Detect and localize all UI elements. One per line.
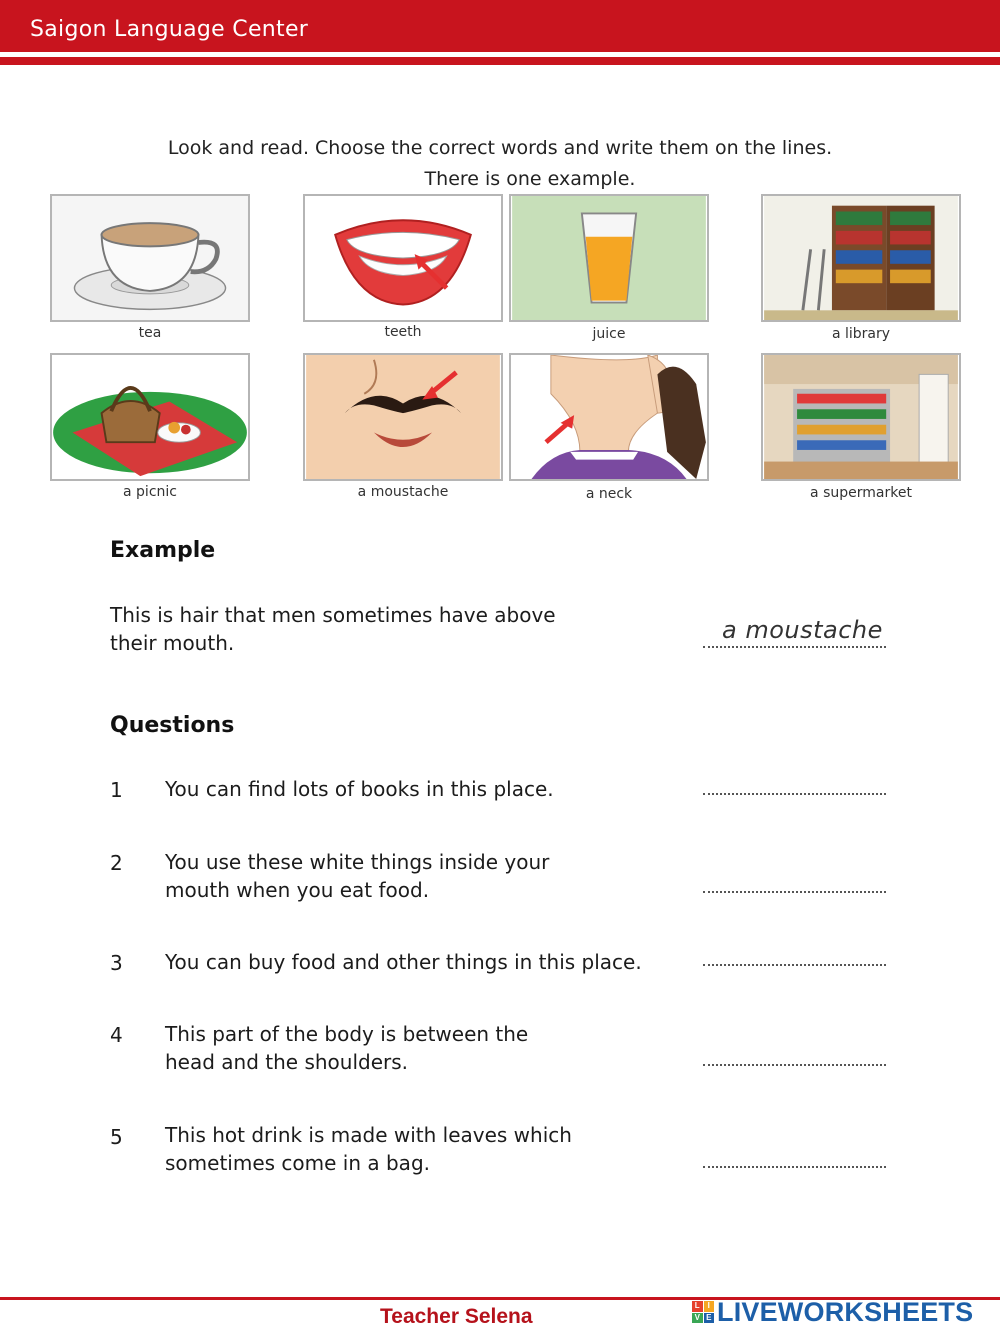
library-icon bbox=[761, 194, 961, 322]
juice-icon bbox=[509, 194, 709, 322]
question-line: sometimes come in a bag. bbox=[165, 1151, 430, 1175]
neck-icon bbox=[509, 353, 709, 481]
question-4-text bbox=[165, 1020, 528, 1076]
caption-supermarket: a supermarket bbox=[810, 485, 912, 501]
question-number: 1 bbox=[110, 778, 123, 802]
logo-letter: V bbox=[692, 1313, 703, 1324]
instructions bbox=[0, 133, 1000, 195]
logo-letter: I bbox=[704, 1301, 715, 1312]
question-5-text bbox=[165, 1121, 572, 1177]
questions-heading: Questions bbox=[110, 713, 235, 738]
question-line: This hot drink is made with leaves which bbox=[165, 1123, 572, 1147]
caption-tea: tea bbox=[138, 325, 162, 341]
logo-letter: L bbox=[692, 1301, 703, 1312]
example-answer: a moustache bbox=[722, 616, 883, 644]
question-line: mouth when you eat food. bbox=[165, 878, 430, 902]
caption-moustache: a moustache bbox=[357, 484, 449, 500]
caption-picnic: a picnic bbox=[123, 484, 177, 500]
question-number: 5 bbox=[110, 1125, 123, 1149]
example-line-2: their mouth. bbox=[110, 631, 235, 655]
header-divider bbox=[0, 57, 1000, 65]
caption-neck: a neck bbox=[585, 486, 633, 502]
instructions-line-1: Look and read. Choose the correct words and write them on the lines. bbox=[167, 137, 833, 159]
liveworksheets-logo[interactable] bbox=[692, 1297, 973, 1327]
question-3-text bbox=[165, 948, 642, 976]
instructions-line-2: There is one example. bbox=[424, 168, 636, 190]
example-heading: Example bbox=[110, 538, 216, 563]
logo-letter: E bbox=[704, 1313, 715, 1324]
answer-line-3[interactable] bbox=[703, 964, 886, 966]
question-line: You can buy food and other things in this place. bbox=[165, 950, 642, 974]
question-number: 3 bbox=[110, 951, 123, 975]
logo-text: LIVEWORKSHEETS bbox=[717, 1296, 974, 1327]
question-line: You can find lots of books in this place. bbox=[165, 777, 554, 801]
question-line: This part of the body is between the bbox=[165, 1022, 529, 1046]
teacup-icon bbox=[50, 194, 250, 322]
question-line: You use these white things inside your bbox=[165, 850, 550, 874]
logo-mark-icon bbox=[692, 1301, 714, 1323]
answer-line-5[interactable] bbox=[703, 1166, 886, 1168]
caption-library: a library bbox=[831, 326, 891, 342]
question-2-text bbox=[165, 848, 549, 904]
example-line-1: This is hair that men sometimes have above bbox=[110, 603, 556, 627]
answer-line-1[interactable] bbox=[703, 793, 886, 795]
supermarket-icon bbox=[761, 353, 961, 481]
answer-line-4[interactable] bbox=[703, 1064, 886, 1066]
answer-line-2[interactable] bbox=[703, 891, 886, 893]
moustache-icon bbox=[303, 353, 503, 481]
caption-teeth: teeth bbox=[384, 324, 422, 340]
example-answer-line bbox=[703, 646, 886, 648]
footer-teacher-name: Teacher Selena bbox=[380, 1305, 533, 1328]
header-title: Saigon Language Center bbox=[30, 17, 309, 42]
teeth-icon bbox=[303, 194, 503, 322]
question-line: head and the shoulders. bbox=[165, 1050, 409, 1074]
question-1-text bbox=[165, 775, 554, 803]
caption-juice: juice bbox=[592, 326, 626, 342]
example-question bbox=[110, 601, 556, 657]
question-number: 2 bbox=[110, 851, 123, 875]
question-number: 4 bbox=[110, 1023, 123, 1047]
picnic-icon bbox=[50, 353, 250, 481]
